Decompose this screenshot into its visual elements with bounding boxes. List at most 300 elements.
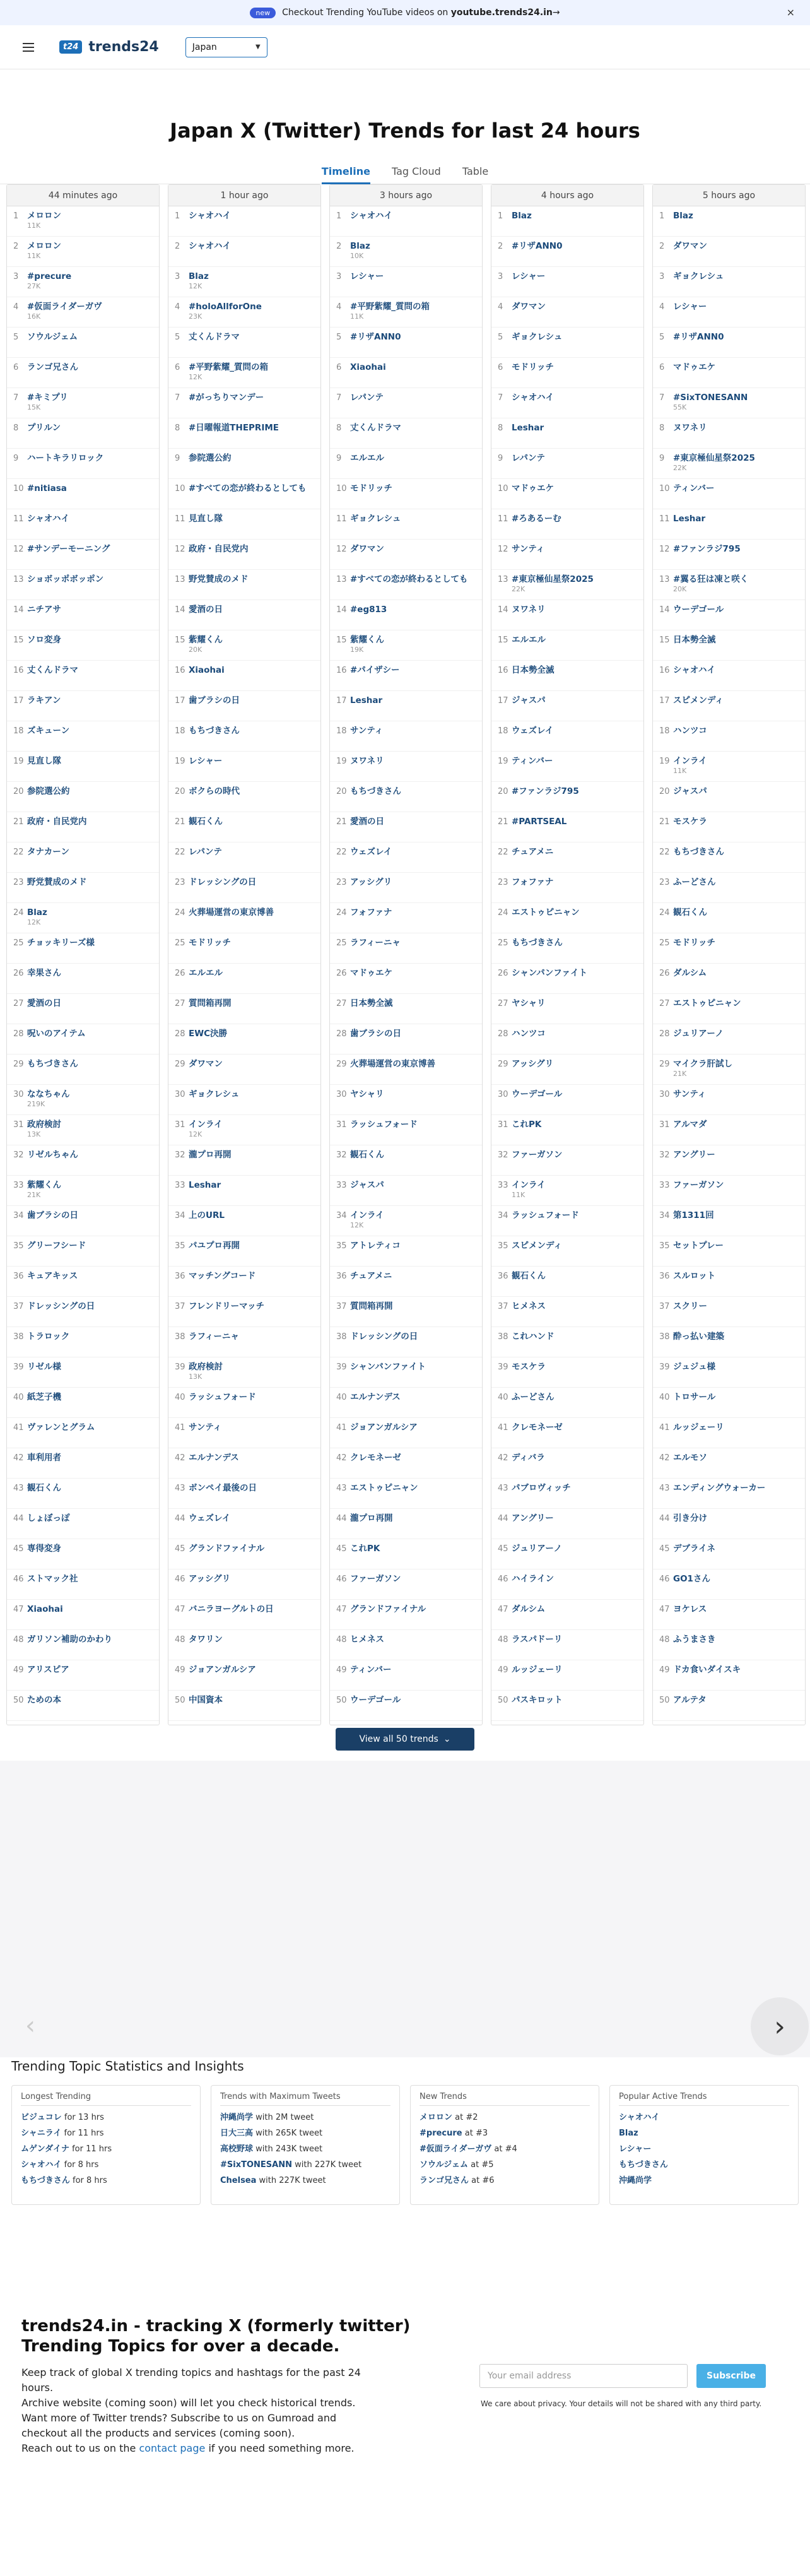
site-logo[interactable] xyxy=(59,39,159,55)
trend-link[interactable]: 火葬場運営の東京博善 xyxy=(350,1059,435,1069)
trend-link[interactable]: エルエル xyxy=(512,635,546,645)
trend-link[interactable]: ジュリアーノ xyxy=(512,1544,563,1554)
trend-link[interactable]: 参院選公約 xyxy=(189,453,232,463)
trend-link[interactable]: パブロヴィッチ xyxy=(512,1483,571,1493)
trend-link[interactable]: #ファンラジ795 xyxy=(673,544,741,554)
trend-link[interactable]: これハンド xyxy=(512,1332,555,1342)
trend-link[interactable]: モドリッチ xyxy=(189,938,231,948)
trend-link[interactable]: ジャスパ xyxy=(673,786,707,796)
trend-link[interactable]: #平野紫耀_質問の箱 xyxy=(189,362,269,372)
trend-link[interactable]: もちづきさん xyxy=(189,726,240,736)
trend-link[interactable]: Leshar xyxy=(189,1180,221,1190)
trend-link[interactable]: マドゥエケ xyxy=(350,968,393,978)
trend-link[interactable]: アッシグリ xyxy=(350,877,392,887)
trend-link[interactable]: マドゥエケ xyxy=(512,483,555,493)
trend-link[interactable]: ジャスパ xyxy=(350,1180,384,1190)
trend-link[interactable]: アルテタ xyxy=(673,1695,707,1705)
trend-link[interactable]: マドゥエケ xyxy=(673,362,716,372)
trend-link[interactable]: シャオハイ xyxy=(27,514,69,524)
trend-link[interactable]: エルナンデス xyxy=(189,1453,239,1463)
trend-link[interactable]: Blaz xyxy=(189,271,209,281)
trend-link[interactable]: 歯ブラシの日 xyxy=(27,1210,78,1220)
trend-link[interactable]: チョッキリーズ様 xyxy=(27,938,95,948)
trend-link[interactable]: モスケラ xyxy=(673,817,707,827)
trend-item xyxy=(7,509,159,540)
trend-link[interactable]: アトレティコ xyxy=(350,1241,401,1251)
trend-link[interactable]: ファーガソン xyxy=(673,1180,724,1190)
trend-link[interactable]: ヴァレンとグラム xyxy=(27,1422,95,1433)
trend-link[interactable]: ダワマン xyxy=(673,241,707,251)
trend-link[interactable]: 観石くん xyxy=(189,817,223,827)
stats-trend-link[interactable]: シャニライ xyxy=(21,2129,62,2138)
trend-link[interactable]: ヨケレス xyxy=(673,1604,707,1614)
trend-link[interactable]: デブライネ xyxy=(673,1544,715,1554)
trend-link[interactable]: #すべての恋が終わるとしても xyxy=(189,483,307,493)
trend-link[interactable]: シャオハイ xyxy=(512,393,554,403)
trend-link[interactable]: Xiaohai xyxy=(189,665,225,675)
trend-link[interactable]: レシャー xyxy=(189,756,223,766)
trend-link[interactable]: キュアキッス xyxy=(27,1271,78,1281)
trend-rank: 50 xyxy=(13,1696,24,1705)
trend-link[interactable]: 専得変身 xyxy=(27,1544,61,1554)
trend-link[interactable]: #holoAllforOne xyxy=(189,302,262,312)
trend-link[interactable]: ヌワネリ xyxy=(350,756,384,766)
trend-link[interactable]: アリスピア xyxy=(27,1665,69,1675)
trend-link[interactable]: パスキロット xyxy=(512,1695,563,1705)
trend-link[interactable]: #日曜報道THEPRIME xyxy=(189,423,279,433)
trend-link[interactable]: エルエル xyxy=(189,968,223,978)
trend-link[interactable]: バニラヨーグルトの日 xyxy=(189,1604,274,1614)
trend-link[interactable]: シャオハイ xyxy=(673,665,715,675)
tab-timeline[interactable]: Timeline xyxy=(322,165,370,184)
trend-link[interactable]: ウェズレイ xyxy=(189,1513,231,1523)
trend-link[interactable]: 丈くんドラマ xyxy=(27,665,78,675)
trend-link[interactable]: #東京極仙星祭2025 xyxy=(673,453,755,463)
trend-link[interactable]: Leshar xyxy=(350,695,383,706)
trend-link[interactable]: ラスパドーリ xyxy=(512,1634,563,1645)
trend-link[interactable]: ニチアサ xyxy=(27,605,61,615)
trend-link[interactable]: ギョクレシュ xyxy=(673,271,724,281)
trend-link[interactable]: ディバラ xyxy=(512,1453,545,1463)
trend-link[interactable]: モスケラ xyxy=(512,1362,546,1372)
stats-trend-link[interactable]: #仮面ライダーガヴ xyxy=(420,2144,492,2154)
trend-link[interactable]: ラッシュフォード xyxy=(350,1120,418,1130)
trend-link[interactable]: #がっちりマンデー xyxy=(189,393,264,403)
trend-link[interactable]: 見直し隊 xyxy=(27,756,61,766)
trend-link[interactable]: リゼルちゃん xyxy=(27,1150,78,1160)
trend-link[interactable]: ラッシュフォード xyxy=(189,1392,256,1402)
trend-link[interactable]: ダワマン xyxy=(512,302,546,312)
trend-link[interactable]: パユプロ再開 xyxy=(189,1241,240,1251)
trend-link[interactable]: #ろあるーむ xyxy=(512,514,561,524)
trend-link[interactable]: #ファンラジ795 xyxy=(512,786,579,796)
trend-rank: 23 xyxy=(336,878,347,887)
trend-link[interactable]: 幸果さん xyxy=(27,968,61,978)
close-icon[interactable]: × xyxy=(786,6,795,18)
trend-link[interactable]: インライ xyxy=(512,1180,546,1190)
tweet-count: 12K xyxy=(189,373,202,381)
trend-rank: 43 xyxy=(659,1484,670,1493)
trend-link[interactable]: ヒメネス xyxy=(350,1634,384,1645)
trend-link[interactable]: エルナンデス xyxy=(350,1392,401,1402)
trend-link[interactable]: 紫耀くん xyxy=(189,635,223,645)
trend-link[interactable]: シャオハイ xyxy=(189,241,231,251)
trend-link[interactable]: もちづきさん xyxy=(27,1059,78,1069)
trend-link[interactable]: エストゥピニャン xyxy=(673,998,741,1008)
trend-link[interactable]: ショボッポボッポン xyxy=(27,574,104,584)
trend-link[interactable]: ジャスパ xyxy=(512,695,546,706)
trend-link[interactable]: #すべての恋が終わるとしても xyxy=(350,574,468,584)
trend-link[interactable]: ハンツコ xyxy=(673,726,707,736)
trend-link[interactable]: マッチングコード xyxy=(189,1271,256,1281)
trend-link[interactable]: ギョクレシュ xyxy=(189,1089,240,1099)
stats-trend-link[interactable]: もちづきさん xyxy=(21,2176,70,2185)
trend-link[interactable]: ジョアンガルシア xyxy=(189,1665,256,1675)
trend-link[interactable]: ストマック社 xyxy=(27,1574,78,1584)
trend-link[interactable]: ふーどさん xyxy=(512,1392,555,1402)
trend-link[interactable]: ティンバー xyxy=(512,756,553,766)
trend-link[interactable]: ラッシュフォード xyxy=(512,1210,579,1220)
stats-trend-link[interactable]: Blaz xyxy=(619,2129,638,2138)
trend-link[interactable]: インライ xyxy=(350,1210,384,1220)
stats-trend-link[interactable]: 沖縄尚学 xyxy=(220,2113,254,2122)
trend-link[interactable]: アッシグリ xyxy=(189,1574,231,1584)
trend-link[interactable]: 政府検討 xyxy=(189,1362,223,1372)
trend-link[interactable]: 紫耀くん xyxy=(27,1180,61,1190)
trend-link[interactable]: もちづきさん xyxy=(512,938,563,948)
trend-link[interactable]: ギョクレシュ xyxy=(350,514,401,524)
trend-link[interactable]: レシャー xyxy=(512,271,546,281)
trend-link[interactable]: ギョクレシュ xyxy=(512,332,563,342)
trend-link[interactable]: 瀧プロ再開 xyxy=(350,1513,393,1523)
trend-link[interactable]: メロロン xyxy=(27,241,61,251)
trend-link[interactable]: 愛酒の日 xyxy=(27,998,61,1008)
trend-link[interactable]: #パイザシー xyxy=(350,665,400,675)
trend-link[interactable]: 中国資本 xyxy=(189,1695,223,1705)
trend-link[interactable]: #平野紫耀_質問の箱 xyxy=(350,302,430,312)
stats-trend-link[interactable]: Chelsea xyxy=(220,2176,257,2185)
trend-link[interactable]: アッシグリ xyxy=(512,1059,554,1069)
trend-link[interactable]: レパンテ xyxy=(512,453,546,463)
trend-link[interactable]: モドリッチ xyxy=(350,483,392,493)
trend-link[interactable]: ヌワネリ xyxy=(673,423,707,433)
trend-link[interactable]: モドリッチ xyxy=(673,938,715,948)
trend-link[interactable]: シャオハイ xyxy=(189,211,231,221)
subscribe-button[interactable]: Subscribe xyxy=(696,2364,766,2388)
trend-link[interactable]: #PARTSEAL xyxy=(512,817,567,827)
trend-link[interactable]: フォファナ xyxy=(512,877,554,887)
stats-trend-link[interactable]: ビジュコレ xyxy=(21,2113,62,2122)
trend-link[interactable]: グリーフシード xyxy=(27,1241,86,1251)
trend-link[interactable]: ラフィーニャ xyxy=(350,938,401,948)
trend-link[interactable]: ドカ食いダイスキ xyxy=(673,1665,741,1675)
trend-link[interactable]: 質問箱再開 xyxy=(350,1301,393,1311)
stats-trend-link[interactable]: 日大三高 xyxy=(220,2129,254,2138)
trend-link[interactable]: ルッジェーリ xyxy=(512,1665,563,1675)
trend-link[interactable]: モドリッチ xyxy=(512,362,554,372)
trend-item xyxy=(653,964,805,994)
trend-link[interactable]: #翼る狂は凍と咲く xyxy=(673,574,749,584)
trend-link[interactable]: ソウルジェム xyxy=(27,332,78,342)
trend-rank: 28 xyxy=(13,1029,24,1039)
carousel-area xyxy=(0,1761,810,2057)
stats-trend-link[interactable]: ソウルジェム xyxy=(420,2160,469,2170)
trend-link[interactable]: ダルシム xyxy=(673,968,707,978)
trend-link[interactable]: ジュリアーノ xyxy=(673,1029,724,1039)
trend-link[interactable]: 紫耀くん xyxy=(350,635,384,645)
trend-link[interactable]: Blaz xyxy=(512,211,532,221)
trend-link[interactable]: フレンドリーマッチ xyxy=(189,1301,265,1311)
trend-link[interactable]: ダワマン xyxy=(350,544,384,554)
trend-link[interactable]: 日本勢全滅 xyxy=(350,998,393,1008)
trend-link[interactable]: 車利用者 xyxy=(27,1453,61,1463)
trend-link[interactable]: ヒメネス xyxy=(512,1301,546,1311)
trend-link[interactable]: ウーデゴール xyxy=(673,605,724,615)
trend-link[interactable]: シャンパンファイト xyxy=(350,1362,426,1372)
carousel-prev-button[interactable]: ‹ xyxy=(25,2011,35,2040)
trend-link[interactable]: レシャー xyxy=(673,302,707,312)
trend-link[interactable]: 愛酒の日 xyxy=(189,605,223,615)
trend-link[interactable]: ウーデゴール xyxy=(350,1695,401,1705)
trend-link[interactable]: #リザANN0 xyxy=(350,332,401,342)
trend-link[interactable]: シャンパンファイト xyxy=(512,968,588,978)
trend-link[interactable]: ふうまさき xyxy=(673,1634,716,1645)
trend-rank: 38 xyxy=(498,1332,508,1342)
trend-link[interactable]: ドレッシングの日 xyxy=(189,877,257,887)
trend-link[interactable]: グランドファイナル xyxy=(350,1604,426,1614)
trend-link[interactable]: #キミプリ xyxy=(27,393,68,403)
trend-link[interactable]: ソロ変身 xyxy=(27,635,61,645)
stats-trend-link[interactable]: 沖縄尚学 xyxy=(619,2176,652,2185)
trend-link[interactable]: 見直し隊 xyxy=(189,514,223,524)
trend-link[interactable]: エストゥピニャン xyxy=(350,1483,418,1493)
trend-link[interactable]: タナカーン xyxy=(27,847,69,857)
view-all-button[interactable]: View all 50 trends ⌄ xyxy=(336,1728,474,1751)
trend-link[interactable]: もちづきさん xyxy=(673,847,724,857)
trend-link[interactable]: EWC決勝 xyxy=(189,1029,228,1039)
trend-link[interactable]: グランドファイナル xyxy=(189,1544,265,1554)
banner-text[interactable]: Checkout Trending YouTube videos on youtube.trends24.in→ xyxy=(282,8,560,18)
trend-link[interactable]: インライ xyxy=(189,1120,223,1130)
trend-link[interactable]: Xiaohai xyxy=(350,362,386,372)
trend-link[interactable]: 日本勢全滅 xyxy=(673,635,716,645)
trend-link[interactable]: エストゥピニャン xyxy=(512,907,580,918)
trend-link[interactable]: レパンテ xyxy=(350,393,384,403)
trend-rank: 5 xyxy=(659,333,665,342)
trend-link[interactable]: #eg813 xyxy=(350,605,387,615)
stats-trend-link[interactable]: もちづきさん xyxy=(619,2160,668,2170)
trend-link[interactable]: ランゴ兄さん xyxy=(27,362,78,372)
tab-table[interactable]: Table xyxy=(462,165,489,177)
trend-link[interactable]: ズキューン xyxy=(27,726,70,736)
trend-link[interactable]: サンティ xyxy=(512,544,545,554)
trend-link[interactable]: アルマダ xyxy=(673,1120,707,1130)
trend-link[interactable]: エルモソ xyxy=(673,1453,707,1463)
trend-link[interactable]: ドレッシングの日 xyxy=(350,1332,418,1342)
trend-link[interactable]: Leshar xyxy=(512,423,544,433)
trend-rank: 28 xyxy=(498,1029,508,1039)
trend-link[interactable]: ウェズレイ xyxy=(350,847,392,857)
stats-trend-link[interactable]: シャオハイ xyxy=(619,2113,660,2122)
trend-link[interactable]: ジュジュ様 xyxy=(673,1362,715,1372)
trend-link[interactable]: #nitiasa xyxy=(27,483,67,493)
trend-link[interactable]: エルエル xyxy=(350,453,384,463)
trend-link[interactable]: サンティ xyxy=(189,1422,222,1433)
trend-link[interactable]: これPK xyxy=(350,1544,380,1554)
trend-link[interactable]: Blaz xyxy=(27,907,47,918)
trend-link[interactable]: 日本勢全滅 xyxy=(512,665,555,675)
country-select[interactable]: Japan ▼ xyxy=(185,37,267,57)
trend-link[interactable]: Blaz xyxy=(350,241,370,251)
trend-link[interactable]: トロサール xyxy=(673,1392,716,1402)
trend-link[interactable]: 上のURL xyxy=(189,1210,225,1220)
trend-link[interactable]: クレモネーゼ xyxy=(350,1453,401,1463)
trend-link[interactable]: ドレッシングの日 xyxy=(27,1301,95,1311)
trend-link[interactable]: マイクラ肝試し xyxy=(673,1059,732,1069)
trend-rank: 29 xyxy=(336,1060,347,1069)
trend-link[interactable]: ファーガソン xyxy=(350,1574,401,1584)
trend-link[interactable]: 引き分け xyxy=(673,1513,707,1523)
trend-link[interactable]: ティンバー xyxy=(673,483,715,493)
trend-link[interactable]: 観石くん xyxy=(512,1271,546,1281)
trend-link[interactable]: エンディングウォーカー xyxy=(673,1483,766,1493)
email-field[interactable]: Your email address xyxy=(479,2364,688,2388)
trend-link[interactable]: 愛酒の日 xyxy=(350,817,384,827)
trend-link[interactable]: #SixTONESANN xyxy=(673,393,748,403)
trend-link[interactable]: 火葬場運営の東京博善 xyxy=(189,907,274,918)
trend-link[interactable]: トラロック xyxy=(27,1332,70,1342)
trend-link[interactable]: ジョアンガルシア xyxy=(350,1422,418,1433)
trend-link[interactable]: ボクらの時代 xyxy=(189,786,240,796)
trend-link[interactable]: ラキアン xyxy=(27,695,61,706)
trend-link[interactable]: これPK xyxy=(512,1120,542,1130)
trend-link[interactable]: 観石くん xyxy=(673,907,707,918)
trend-link[interactable]: 瀧プロ再開 xyxy=(189,1150,232,1160)
trend-link[interactable]: 第1311回 xyxy=(673,1210,714,1220)
trend-link[interactable]: #リザANN0 xyxy=(512,241,563,251)
stats-trend-link[interactable]: ランゴ兄さん xyxy=(420,2176,469,2185)
stats-trend-link[interactable]: #precure xyxy=(420,2129,462,2138)
trend-link[interactable]: ダルシム xyxy=(512,1604,546,1614)
trend-link[interactable]: ダワマン xyxy=(189,1059,223,1069)
trend-link[interactable]: ための本 xyxy=(27,1695,61,1705)
trend-link[interactable]: ラフィーニャ xyxy=(189,1332,239,1342)
trend-link[interactable]: リゼル様 xyxy=(27,1362,61,1372)
trend-link[interactable]: クレモネーゼ xyxy=(512,1422,563,1433)
stats-trend-link[interactable]: #SixTONESANN xyxy=(220,2160,292,2170)
trend-link[interactable]: アングリー xyxy=(512,1513,554,1523)
trend-link[interactable]: ななちゃん xyxy=(27,1089,70,1099)
trend-link[interactable]: GO1さん xyxy=(673,1574,710,1584)
trend-rank: 31 xyxy=(659,1120,670,1130)
trend-link[interactable]: サンティ xyxy=(350,726,384,736)
trend-link[interactable]: ティンバー xyxy=(350,1665,392,1675)
trend-link[interactable]: ハイライン xyxy=(512,1574,555,1584)
trend-link[interactable]: スピメンディ xyxy=(512,1241,562,1251)
trend-link[interactable]: 参院選公約 xyxy=(27,786,70,796)
trend-link[interactable]: チュアメニ xyxy=(350,1271,392,1281)
menu-icon[interactable] xyxy=(23,43,34,52)
trend-link[interactable]: Leshar xyxy=(673,514,706,524)
trend-link[interactable]: #サンデーモーニング xyxy=(27,544,110,554)
trend-link[interactable]: 政府検討 xyxy=(27,1120,61,1130)
trend-link[interactable]: レシャー xyxy=(350,271,384,281)
stats-trend-link[interactable]: 高校野球 xyxy=(220,2144,254,2154)
contact-link[interactable]: contact page xyxy=(139,2442,206,2454)
trend-link[interactable]: タワリン xyxy=(189,1634,223,1645)
trend-link[interactable]: しょぼっぽ xyxy=(27,1513,70,1523)
trend-link[interactable]: 呪いのアイテム xyxy=(27,1029,86,1039)
trend-link[interactable]: ルッジェーリ xyxy=(673,1422,724,1433)
trend-link[interactable]: 歯ブラシの日 xyxy=(189,695,240,706)
trend-link[interactable]: アングリー xyxy=(673,1150,715,1160)
trend-link[interactable]: ファーガソン xyxy=(512,1150,563,1160)
stats-trend-link[interactable]: シャオハイ xyxy=(21,2160,62,2170)
stats-row xyxy=(619,2141,789,2157)
carousel-next-button[interactable]: › xyxy=(751,1997,809,2055)
trend-link[interactable]: サンティ xyxy=(673,1089,707,1099)
trend-link[interactable]: ハートキラリロック xyxy=(27,453,104,463)
trend-link[interactable]: 歯ブラシの日 xyxy=(350,1029,401,1039)
trend-link[interactable]: もちづきさん xyxy=(350,786,401,796)
trend-link[interactable]: ウェズレイ xyxy=(512,726,554,736)
trend-link[interactable]: 観石くん xyxy=(27,1483,61,1493)
trend-link[interactable]: ウーデゴール xyxy=(512,1089,563,1099)
trend-link[interactable]: メロロン xyxy=(27,211,61,221)
trend-link[interactable]: 政府・自民党内 xyxy=(189,544,249,554)
trend-link[interactable]: ガリソン補助のかわり xyxy=(27,1634,112,1645)
trend-link[interactable]: シャオハイ xyxy=(350,211,392,221)
trend-rank: 31 xyxy=(498,1120,508,1130)
trend-link[interactable]: 紙芝子機 xyxy=(27,1392,61,1402)
trend-link[interactable]: ボンペイ最後の日 xyxy=(189,1483,257,1493)
trend-link[interactable]: 政府・自民党内 xyxy=(27,817,87,827)
trend-rank: 14 xyxy=(175,605,185,615)
trend-link[interactable]: レパンテ xyxy=(189,847,223,857)
trend-link[interactable]: #仮面ライダーガヴ xyxy=(27,302,102,312)
trend-link[interactable]: ヤシャリ xyxy=(512,998,546,1008)
trend-link[interactable]: フォファナ xyxy=(350,907,392,918)
trend-link[interactable]: スルロット xyxy=(673,1271,716,1281)
stats-trend-link[interactable]: ムゲンダイナ xyxy=(21,2144,69,2154)
tab-tag-cloud[interactable]: Tag Cloud xyxy=(391,165,441,177)
stats-trend-link[interactable]: メロロン xyxy=(420,2113,453,2122)
trend-link[interactable]: #リザANN0 xyxy=(673,332,724,342)
trend-link[interactable]: 丈くんドラマ xyxy=(350,423,401,433)
trend-link[interactable]: 野党賛成のメド xyxy=(27,877,87,887)
trend-link[interactable]: スピメンディ xyxy=(673,695,724,706)
trend-link[interactable]: ヤシャリ xyxy=(350,1089,384,1099)
trend-link[interactable]: Blaz xyxy=(673,211,693,221)
trend-link[interactable]: スクリー xyxy=(673,1301,707,1311)
trend-link[interactable]: インライ xyxy=(673,756,707,766)
trend-link[interactable]: 酔っ払い建築 xyxy=(673,1332,724,1342)
trend-link[interactable]: 野党賛成のメド xyxy=(189,574,249,584)
trend-link[interactable]: #precure xyxy=(27,271,72,281)
stats-trend-link[interactable]: レシャー xyxy=(619,2144,652,2154)
trend-link[interactable]: セットプレー xyxy=(673,1241,724,1251)
trend-link[interactable]: 観石くん xyxy=(350,1150,384,1160)
trend-link[interactable]: ふーどさん xyxy=(673,877,716,887)
trend-link[interactable]: ヌワネリ xyxy=(512,605,546,615)
trend-link[interactable]: プリルン xyxy=(27,423,61,433)
trend-link[interactable]: #東京極仙星祭2025 xyxy=(512,574,594,584)
trend-link[interactable]: ハンツコ xyxy=(512,1029,546,1039)
trend-link[interactable]: 丈くんドラマ xyxy=(189,332,240,342)
trend-link[interactable]: Xiaohai xyxy=(27,1604,63,1614)
trend-link[interactable]: 質問箱再開 xyxy=(189,998,232,1008)
trend-link[interactable]: チュアメニ xyxy=(512,847,554,857)
